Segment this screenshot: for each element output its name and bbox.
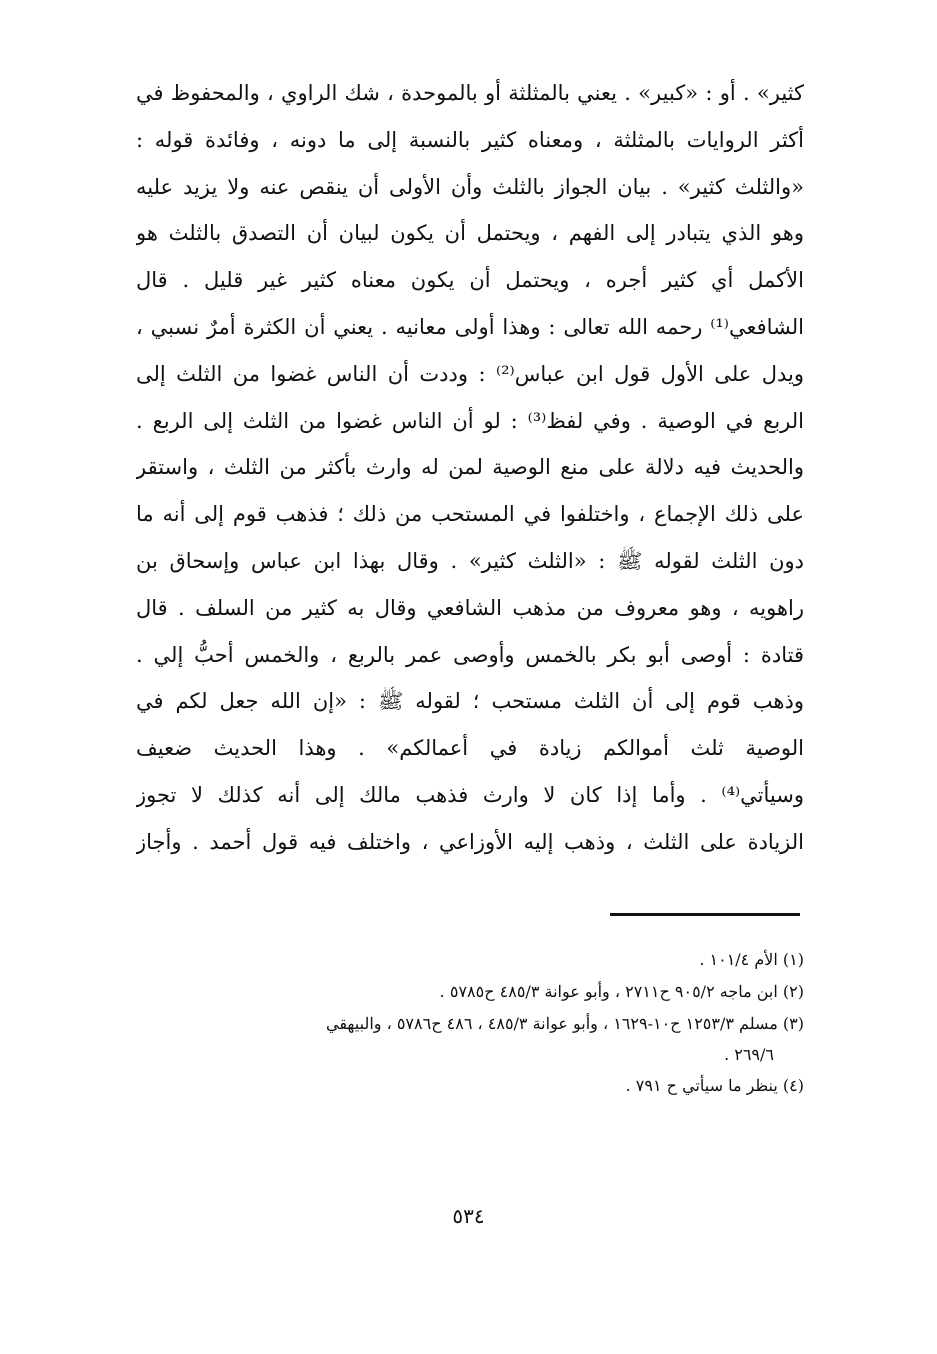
text-line: على ذلك الإجماع ، واختلفوا في المستحب من ذلك ؛ فذهب قوم إلى أنه ما: [136, 502, 804, 527]
footnote-3: (٣) مسلم ١٢٥٣/٣ ح١٠-١٦٢٩ ، وأبو عوانة ٤٨٥/٣ ، ٤٨٦ ح٥٧٨٦ ، والبيهقي: [325, 1014, 804, 1033]
footnote-4: (٤) ينظر ما سيأتي ح ٧٩١ .: [625, 1076, 804, 1095]
text-line: «والثلث كثير» . بيان الجواز بالثلث وأن الأولى أن ينقص عنه ولا يزيد عليه: [136, 174, 804, 199]
text-line: الزيادة على الثلث ، وذهب إليه الأوزاعي ، واختلف فيه قول أحمد . وأجاز: [136, 829, 804, 854]
footnote-2: (٢) ابن ماجه ٩٠٥/٢ ح٢٧١١ ، وأبو عوانة ٤٨٥/٣ ح٥٧٨٥ .: [439, 982, 804, 1001]
footnote-3-continuation: ٢٦٩/٦ .: [724, 1045, 774, 1064]
text-line: الوصية ثلث أموالكم زيادة في أعمالكم» . وهذا الحديث ضعيف: [136, 736, 804, 761]
page-number: ٥٣٤: [452, 1204, 485, 1228]
text-line: أكثر الروايات بالمثلثة ، ومعناه كثير بالنسبة إلى ما دونه ، وفائدة قوله :: [136, 127, 804, 152]
text-line: والحديث فيه دلالة على منع الوصية لمن له وارث بأكثر من الثلث ، واستقر: [136, 455, 804, 480]
text-line: قتادة : أوصى أبو بكر بالخمس وأوصى عمر بالربع ، والخمس أحبُّ إلي .: [136, 642, 804, 667]
text-line: وهو الذي يتبادر إلى الفهم ، ويحتمل أن يكون لبيان أن التصدق بالثلث هو: [136, 221, 804, 246]
footnotes: [136, 944, 804, 1102]
text-line: الأكمل أي كثير أجره ، ويحتمل أن يكون معناه كثير غير قليل . قال: [136, 268, 804, 293]
text-line: الشافعي⁽¹⁾ رحمه الله تعالى : وهذا أولى معانيه . يعني أن الكثرة أمرٌ نسبي ،: [136, 314, 804, 339]
main-text: [136, 70, 804, 866]
text-line: كثير» . أو : «كبير» . يعني بالمثلثة أو بالموحدة ، شك الراوي ، والمحفوظ في: [136, 81, 804, 105]
text-line: وذهب قوم إلى أن الثلث مستحب ؛ لقوله ﷺ : «إن الله جعل لكم في: [136, 689, 804, 714]
footnote-separator: [610, 913, 800, 916]
text-line: ويدل على الأول قول ابن عباس⁽²⁾ : وددت أن الناس غضوا من الثلث إلى: [136, 361, 804, 386]
footnote-1: (١) الأم ١٠١/٤ .: [699, 950, 804, 969]
text-line: الربع في الوصية . وفي لفظ⁽³⁾ : لو أن الناس غضوا من الثلث إلى الربع .: [136, 408, 804, 433]
text-line: راهويه ، وهو معروف من مذهب الشافعي وقال به كثير من السلف . قال: [136, 595, 804, 620]
text-line: وسيأتي⁽⁴⁾ . وأما إذا كان لا وارث فذهب مالك إلى أنه كذلك لا تجوز: [136, 782, 804, 807]
text-line: دون الثلث لقوله ﷺ : «الثلث كثير» . وقال بهذا ابن عباس وإسحاق بن: [136, 548, 804, 573]
